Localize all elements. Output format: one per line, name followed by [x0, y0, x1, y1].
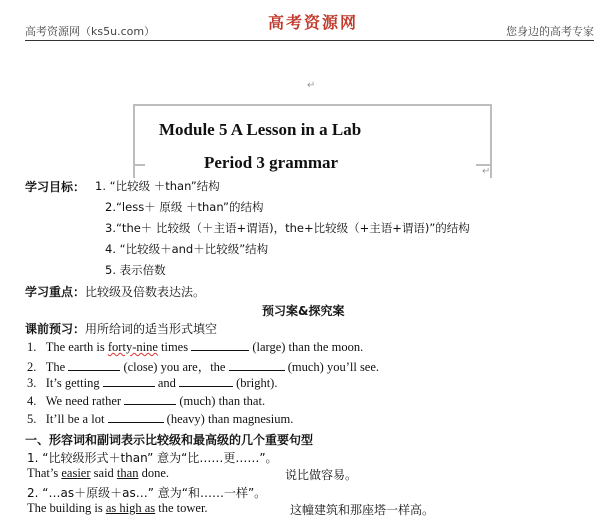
answer-blank[interactable] [108, 411, 164, 423]
exercise-text: (bright). [233, 376, 278, 390]
example-text: than [116, 466, 139, 480]
objective-item-4: 4. “比较级＋and＋比较级”结构 [105, 242, 269, 256]
exercise-text: The earth is [45, 340, 108, 354]
answer-blank[interactable] [124, 393, 176, 405]
exercise-number: 5. [27, 412, 37, 426]
pattern1-line: 1. “比较级形式＋than” 意为“比……更……”。 [27, 451, 278, 465]
preview-text: 用所给词的适当形式填空 [85, 322, 218, 336]
exercise-text: (close) you are，the [120, 360, 229, 374]
header-rule [25, 40, 594, 41]
exercise-text: It’ll be a lot [45, 412, 108, 426]
example-text: said [90, 466, 117, 480]
objective-item-1: 1. “比较级 ＋than”结构 [95, 179, 220, 193]
focus-label: 学习重点： [25, 285, 86, 299]
module-title: Module 5 A Lesson in a Lab [159, 120, 362, 139]
pattern2-example [27, 501, 208, 516]
example-text: the tower. [155, 501, 208, 515]
exercise-number: 3. [27, 376, 37, 390]
paragraph-mark: ↵ [482, 166, 491, 177]
exercise-number: 1. [27, 340, 37, 354]
pattern1-translation: 说比做容易。 [285, 468, 358, 482]
example-text: That’s [27, 466, 62, 480]
objectives-label: 学习目标： [25, 180, 86, 194]
answer-blank[interactable] [191, 339, 249, 351]
exercise-text: forty-nine [107, 340, 158, 354]
example-text: as high as [105, 501, 156, 515]
title-box-corner-left [133, 164, 145, 166]
objective-item-2: 2.“less＋ 原级 ＋than”的结构 [105, 200, 264, 214]
pattern1-example [27, 466, 169, 481]
answer-blank[interactable] [103, 375, 155, 387]
focus-text: 比较级及倍数表达法。 [85, 285, 206, 299]
exercise-text: times [157, 340, 192, 354]
exercise-4 [27, 393, 265, 409]
objective-item-5: 5. 表示倍数 [105, 263, 166, 277]
exercise-text: The [45, 360, 69, 374]
exercise-text: (much) you’ll see. [284, 360, 380, 374]
exercise-1 [27, 339, 363, 355]
example-text: easier [61, 466, 91, 480]
pattern2-translation: 这幢建筑和那座塔一样高。 [290, 503, 435, 517]
example-text: The building is [27, 501, 106, 515]
exercise-number: 2. [27, 360, 37, 374]
example-text: done. [138, 466, 170, 480]
focus-row [25, 283, 205, 300]
exercise-2 [27, 357, 379, 375]
objective-item-3: 3.“the＋ 比较级（＋主语+谓语)，the+比较级（+主语+谓语)”的结构 [105, 221, 470, 235]
pattern2-line: 2. “…as＋原级＋as…” 意为“和……一样”。 [27, 486, 267, 500]
site-logo: 高考资源网 [268, 13, 359, 32]
exercise-text: and [154, 376, 180, 390]
exercise-text: It’s getting [45, 376, 103, 390]
header-slogan: 您身边的高考专家 [506, 25, 594, 38]
section-heading: 预习案&探究案 [262, 304, 345, 318]
exercise-number: 4. [27, 394, 37, 408]
exercise-text: (heavy) than magnesium. [163, 412, 294, 426]
answer-blank[interactable] [179, 375, 233, 387]
exercise-5 [27, 411, 293, 427]
preview-label: 课前预习： [25, 322, 86, 336]
answer-blank[interactable] [229, 359, 285, 371]
answer-blank[interactable] [68, 359, 120, 371]
period-title: Period 3 grammar [204, 153, 339, 172]
header-site-name: 高考资源网（ks5u.com） [25, 25, 156, 38]
exercise-text: We need rather [45, 394, 125, 408]
paragraph-mark: ↵ [307, 80, 316, 91]
exercise-text: (much) than that. [176, 394, 266, 408]
exercise-3 [27, 375, 277, 391]
preview-row [25, 320, 217, 337]
section1-heading: 一、形容词和副词表示比较级和最高级的几个重要句型 [25, 433, 314, 447]
exercise-text: (large) than the moon. [249, 340, 364, 354]
